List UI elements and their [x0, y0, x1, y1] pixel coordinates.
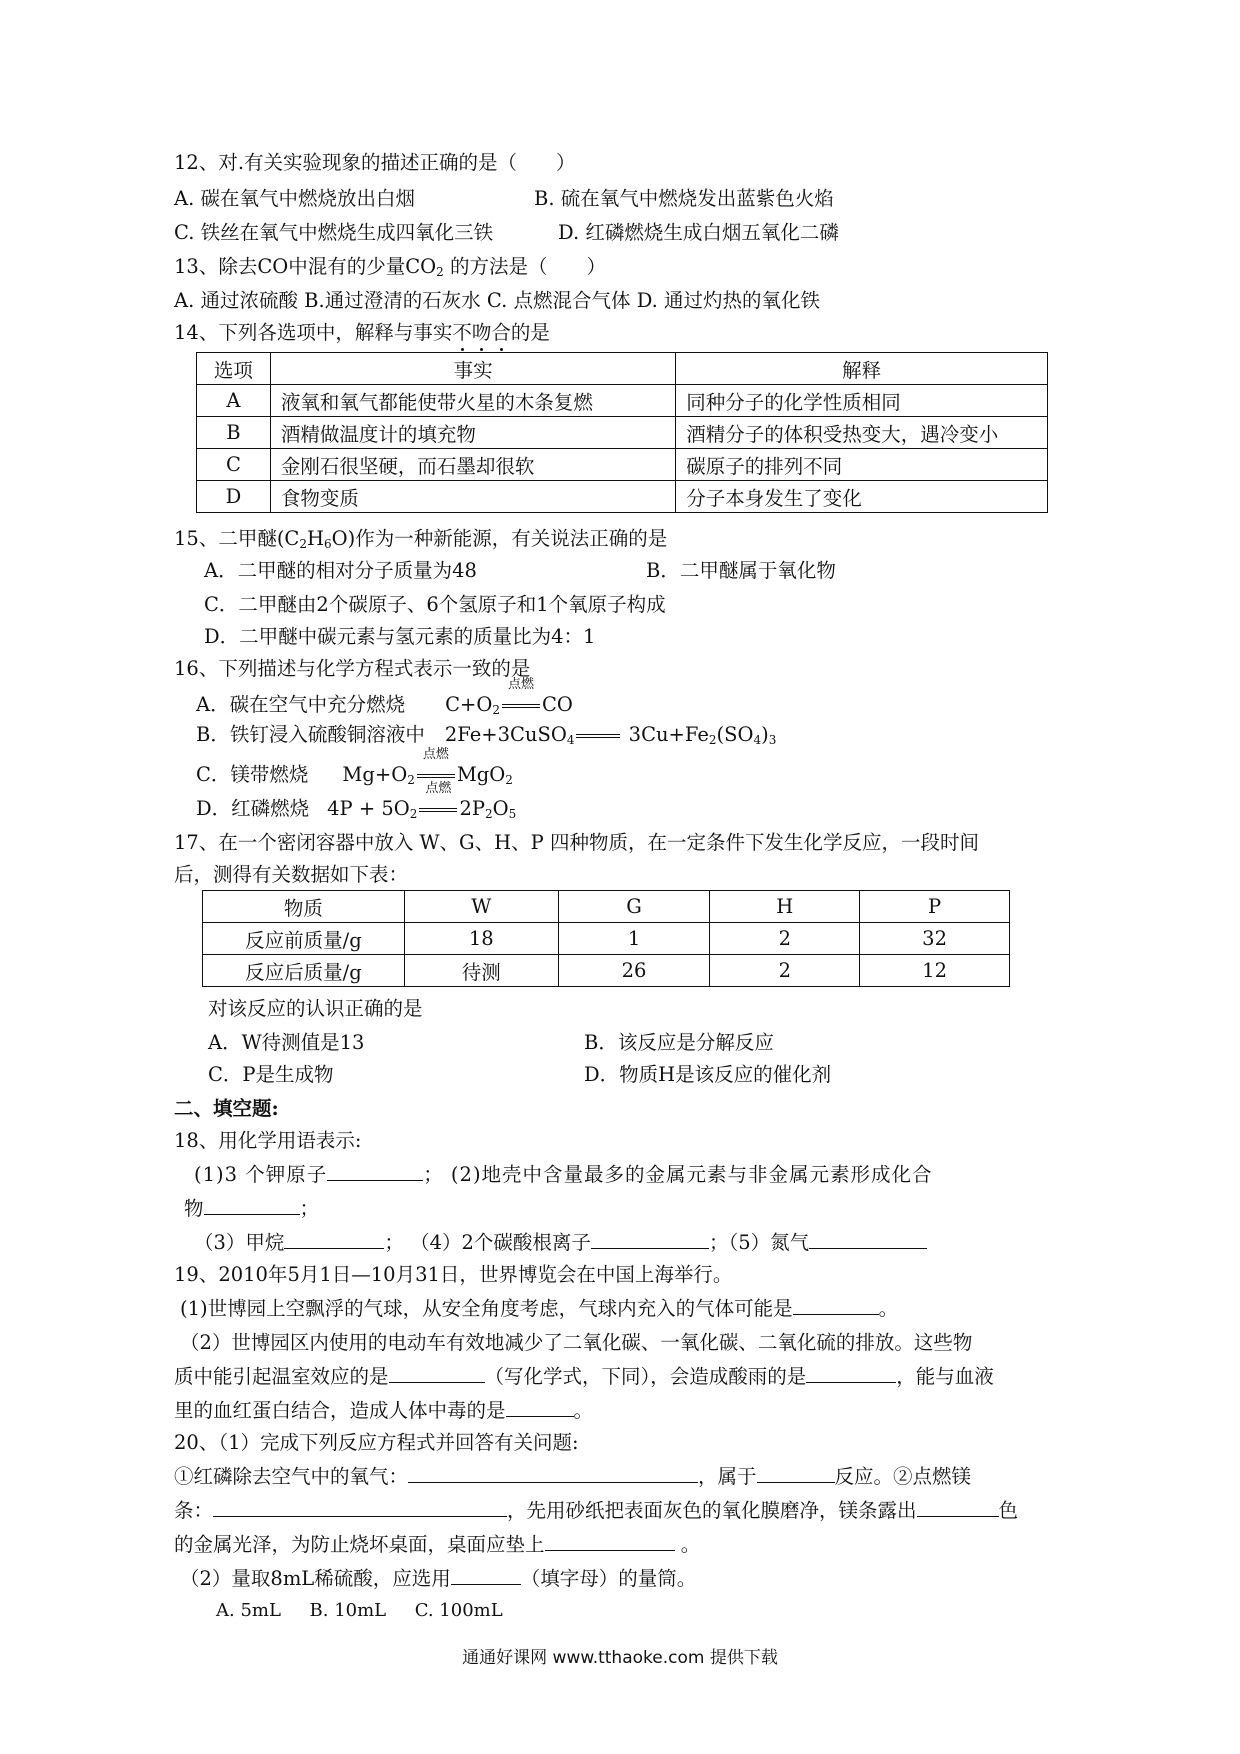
table-row [197, 449, 1048, 481]
answer-blank[interactable] [204, 1196, 300, 1215]
q20-line3 [174, 1532, 700, 1558]
q19-stem: 19、2010年5月1日—10月31日，世界博览会在中国上海举行。 [174, 1263, 733, 1286]
q20-options: A. 5mL B. 10mL C. 100mL [216, 1600, 503, 1621]
table-cell: 26 [558, 955, 710, 987]
q15-option-d: D．二甲醚中碳元素与氢元素的质量比为4：1 [204, 625, 596, 648]
equation-right: ) [761, 723, 769, 746]
equation-sub: 2 [484, 807, 493, 821]
q16-option-b-text: B．铁钉浸入硫酸铜溶液中 [196, 723, 425, 746]
q15-option-b: B．二甲醚属于氧化物 [646, 559, 836, 582]
table-cell: 反应前质量/g [203, 923, 405, 955]
q17-stem-line2: 后，测得有关数据如下表： [174, 863, 409, 886]
q15-stem-sub: 2 [299, 537, 307, 551]
table-row [197, 417, 1048, 449]
q20-text: ①红磷除去空气中的氧气： [174, 1465, 409, 1488]
q14-table [196, 352, 1048, 513]
equation-right: (SO [716, 723, 754, 746]
q18-item3-text: （3）甲烷 [194, 1231, 285, 1254]
q17-option-d: D．物质H是该反应的催化剂 [584, 1063, 832, 1086]
q12-option-c: C. 铁丝在氧气中燃烧生成四氧化三铁 [174, 221, 494, 244]
answer-blank[interactable] [284, 1230, 384, 1249]
q12-stem: 12、对.有关实验现象的描述正确的是（ ） [174, 151, 576, 174]
table-header: W [404, 891, 558, 923]
table-cell: 酒精分子的体积受热变大，遇冷变小 [676, 417, 1048, 449]
q13-stem [174, 254, 606, 280]
q15-stem-mid: H [306, 527, 324, 550]
q20-line4 [180, 1566, 696, 1592]
q20-line2 [174, 1498, 1018, 1524]
table-header: 物质 [203, 891, 405, 923]
equation-sub: 3 [768, 733, 777, 747]
table-cell: 18 [404, 923, 558, 955]
q18-item2-cont: 物 [184, 1197, 204, 1220]
q15-stem-pre: 15、二甲醚(C [174, 527, 300, 550]
reaction-arrow [417, 781, 459, 822]
table-cell: 1 [558, 923, 710, 955]
table-cell: 2 [710, 955, 860, 987]
section-heading: 二、填空题: [174, 1097, 279, 1120]
table-header: P [860, 891, 1010, 923]
q17-option-a: A．W待测值是13 [208, 1031, 365, 1054]
table-cell: 食物变质 [270, 481, 675, 513]
q20-text: 反应。②点燃镁 [834, 1465, 972, 1488]
table-cell: 同种分子的化学性质相同 [676, 385, 1048, 417]
answer-blank[interactable] [213, 1498, 507, 1517]
q19-part2-end: 。 [573, 1399, 594, 1422]
q13-stem-pre: 13、除去CO中混有的少量CO [174, 255, 437, 278]
q19-part2-text: （写化学式，下同），会造成酸雨的是 [484, 1365, 807, 1388]
table-header: 解释 [676, 353, 1048, 385]
answer-blank[interactable] [327, 1162, 423, 1181]
q12-option-a: A. 碳在氧气中燃烧放出白烟 [174, 187, 415, 210]
q15-stem [174, 526, 667, 552]
q16-option-d-text: D．红磷燃烧 [196, 797, 310, 820]
q18-stem: 18、用化学用语表示: [174, 1129, 362, 1152]
table-header: H [710, 891, 860, 923]
equation-right: 2P [459, 797, 485, 820]
q12-option-d: D. 红磷燃烧生成白烟五氧化二磷 [558, 221, 839, 244]
table-cell: B [197, 417, 271, 449]
reaction-arrow [500, 677, 542, 718]
q14-emphasis-char: 不 [452, 321, 472, 344]
equation-right: 3Cu+Fe [622, 723, 709, 746]
q13-options: A. 通过浓硫酸 B.通过澄清的石灰水 C. 点燃混合气体 D. 通过灼热的氧化铁 [174, 289, 821, 312]
q16-option-d [196, 781, 517, 822]
q19-part1-end: 。 [878, 1297, 899, 1320]
equation-right: O [492, 797, 509, 820]
table-header-row [203, 891, 1010, 923]
q13-stem-sub: 2 [436, 265, 444, 279]
equation-sub: 2 [492, 703, 500, 717]
q15-stem-sub: 6 [324, 537, 332, 551]
q15-option-c: C．二甲醚由2个碳原子、6个氢原子和1个氧原子构成 [204, 593, 666, 616]
answer-blank[interactable] [806, 1364, 896, 1383]
q20-text: ，属于 [698, 1465, 757, 1488]
table-cell: 待测 [404, 955, 558, 987]
q19-part2-line1: （2）世博园区内使用的电动车有效地减少了二氧化碳、一氧化碳、二氧化硫的排放。这些物 [180, 1331, 973, 1354]
equation-sub: 2 [407, 773, 415, 787]
q16-option-c-text: C．镁带燃烧 [196, 763, 309, 786]
q19-part1-text: (1)世博园上空飘浮的气球，从安全角度考虑，气球内充入的气体可能是 [180, 1297, 793, 1320]
q20-text: （填字母）的量筒。 [520, 1567, 697, 1590]
q20-text: 的金属光泽，为防止烧坏桌面，桌面应垫上 [174, 1533, 545, 1556]
equation-sub: 4 [753, 733, 762, 747]
q19-part2-line3 [174, 1398, 593, 1424]
q18-line1 [194, 1162, 933, 1188]
equation-sub: 2 [505, 773, 513, 787]
table-cell: 碳原子的排列不同 [676, 449, 1048, 481]
q18-item2-text: ； (2)地壳中含量最多的金属元素与非金属元素形成化合 [423, 1163, 933, 1186]
table-row [197, 385, 1048, 417]
answer-blank[interactable] [917, 1498, 999, 1517]
q20-text: 色 [998, 1499, 1019, 1522]
q16-option-c [196, 747, 513, 788]
q20-text: （2）量取8mL稀硫酸，应选用 [180, 1567, 451, 1590]
q13-stem-post: 的方法是（ ） [443, 255, 606, 278]
reaction-condition: 点燃 [425, 781, 452, 796]
q18-line3 [194, 1230, 927, 1256]
answer-blank[interactable] [408, 1464, 698, 1483]
q20-stem: 20、（1）完成下列反应方程式并回答有关问题: [174, 1431, 579, 1454]
equation-left: 2Fe+3CuSO [444, 723, 567, 746]
q19-part2-text: 里的血红蛋白结合，造成人体中毒的是 [174, 1399, 506, 1422]
q19-part1 [180, 1296, 898, 1322]
table-header: G [558, 891, 710, 923]
table-cell: 分子本身发生了变化 [676, 481, 1048, 513]
q20-text: ，先用砂纸把表面灰色的氧化膜磨净，镁条露出 [507, 1499, 917, 1522]
table-cell: C [197, 449, 271, 481]
table-header: 事实 [270, 353, 675, 385]
q17-stem-line1: 17、在一个密闭容器中放入 W、G、H、P 四种物质，在一定条件下发生化学反应，一段时间 [174, 831, 979, 854]
table-cell: 反应后质量/g [203, 955, 405, 987]
table-row [203, 923, 1010, 955]
q14-stem-post: 的是 [510, 321, 550, 344]
answer-blank[interactable] [451, 1566, 521, 1585]
q14-stem-pre: 14、下列各选项中，解释与事实 [174, 321, 453, 344]
q16-option-a-text: A．碳在空气中充分燃烧 [196, 693, 406, 716]
equation-left: C+O [445, 693, 493, 716]
equation-sub: 2 [708, 733, 717, 747]
q15-stem-post: O)作为一种新能源，有关说法正确的是 [331, 527, 668, 550]
equation-right: MgO [456, 763, 506, 786]
answer-blank[interactable] [809, 1230, 927, 1249]
answer-blank[interactable] [757, 1464, 835, 1483]
q19-part2-line2 [174, 1364, 994, 1390]
table-row [197, 481, 1048, 513]
equation-sub: 2 [409, 807, 418, 821]
q19-part2-text: ，能与血液 [896, 1365, 994, 1388]
q14-emphasis-char: 吻 [471, 321, 492, 344]
equation-left: 4P + 5O [327, 797, 410, 820]
q17-table [202, 890, 1010, 987]
q19-part2-text: 质中能引起温室效应的是 [174, 1365, 389, 1388]
answer-blank[interactable] [506, 1398, 574, 1417]
answer-blank[interactable] [389, 1364, 485, 1383]
table-header-row [197, 353, 1048, 385]
table-cell: A [197, 385, 271, 417]
q16-stem: 16、下列描述与化学方程式表示一致的是 [174, 657, 531, 680]
q18-item5-text: ；（5）氮气 [708, 1231, 810, 1254]
q18-item1-text: (1)3 个钾原子 [194, 1163, 328, 1186]
answer-blank[interactable] [793, 1296, 879, 1315]
q14-stem [174, 320, 550, 346]
table-cell: 金刚石很坚硬，而石墨却很软 [270, 449, 675, 481]
q18-sep: ； [299, 1197, 320, 1220]
answer-blank[interactable] [591, 1230, 709, 1249]
q20-line1 [174, 1464, 971, 1490]
table-cell: 酒精做温度计的填充物 [270, 417, 675, 449]
q16-option-a [196, 677, 573, 718]
q18-line2 [184, 1196, 319, 1222]
reaction-condition: 点燃 [507, 677, 534, 692]
table-cell: 液氧和氧气都能使带火星的木条复燃 [270, 385, 675, 417]
q16-option-b [196, 722, 776, 748]
equation-sub: 5 [508, 807, 517, 821]
q14-emphasis-char: 合 [491, 321, 511, 344]
table-cell: 12 [860, 955, 1010, 987]
q17-option-c: C．P是生成物 [208, 1063, 334, 1086]
equation-left: Mg+O [342, 763, 408, 786]
answer-blank[interactable] [545, 1532, 675, 1551]
table-row [203, 955, 1010, 987]
table-header: 选项 [197, 353, 271, 385]
table-cell: 32 [860, 923, 1010, 955]
equation-right: CO [541, 693, 573, 716]
table-cell: 2 [710, 923, 860, 955]
q15-option-a: A．二甲醚的相对分子质量为48 [204, 559, 477, 582]
q12-option-b: B. 硫在氧气中燃烧发出蓝紫色火焰 [534, 187, 834, 210]
equation-sub: 4 [566, 733, 575, 747]
reaction-condition: 点燃 [422, 747, 449, 762]
q20-text: 条： [174, 1499, 214, 1522]
q17-prompt: 对该反应的认识正确的是 [208, 997, 423, 1020]
page-footer: 通通好课网 www.tthaoke.com 提供下载 [462, 1648, 778, 1668]
table-cell: D [197, 481, 271, 513]
q20-text: 。 [674, 1533, 701, 1556]
q17-option-b: B．该反应是分解反应 [584, 1031, 774, 1054]
q18-item4-text: ； （4）2个碳酸根离子 [384, 1231, 591, 1254]
equals-sign [574, 722, 622, 748]
